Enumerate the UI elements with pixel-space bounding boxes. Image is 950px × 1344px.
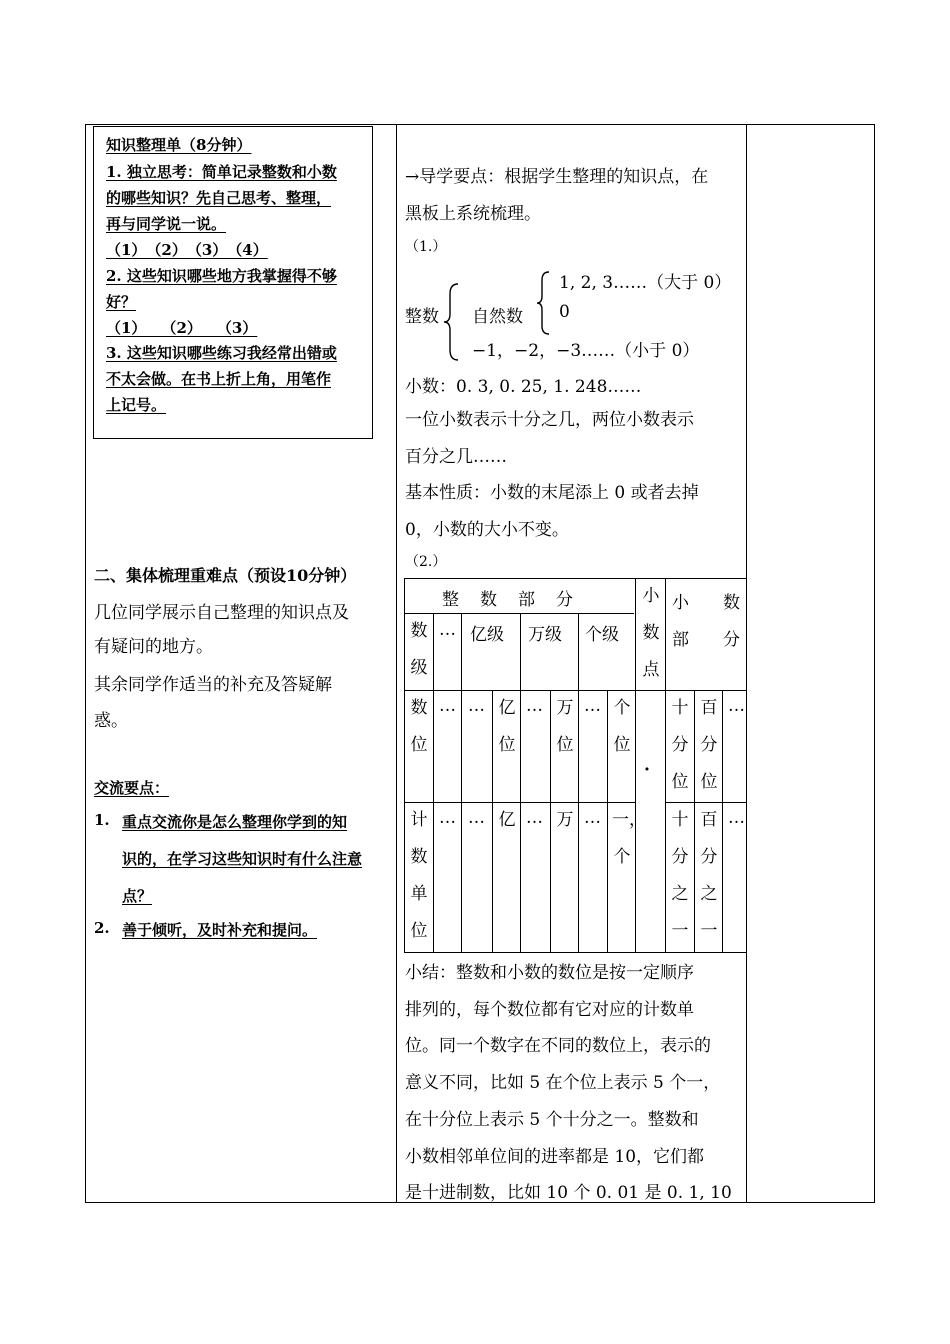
item1-line-2: 识的，在学习这些知识时有什么注意	[122, 850, 363, 868]
pt-place-wan: 万位	[556, 698, 574, 755]
pt-v8	[635, 578, 636, 952]
summary-line-3: 位。同一个数字在不同的数位上，表示的	[405, 1036, 711, 1056]
q3-line-1: 3. 这些知识哪些练习我经常出错或	[106, 344, 337, 362]
pt-v5	[550, 690, 551, 952]
pt-v2	[461, 613, 462, 952]
natural-item-zero: 0	[559, 302, 570, 322]
summary-line-1: 小结：整数和小数的数位是按一定顺序	[405, 963, 694, 983]
property-line-1: 基本性质：小数的末尾添上 0 或者去掉	[405, 483, 699, 503]
outer-table-right	[874, 124, 875, 1202]
pt-v0	[404, 578, 405, 952]
pt-line-top	[404, 578, 746, 579]
pt-v9	[665, 578, 666, 952]
pt-v10	[694, 690, 695, 952]
natural-brace-icon	[535, 270, 553, 336]
negative-integers: −1，−2，−3……（小于 0）	[472, 341, 700, 361]
pt-level-wan: 万级	[528, 625, 562, 645]
pt-line-a	[404, 613, 634, 614]
q2-line-1: 2. 这些知识哪些地方我掌握得不够	[106, 267, 337, 285]
q1-line-2: 的哪些知识？先自己思考、整理，	[106, 189, 332, 207]
pt-row-place-label: 数位	[410, 698, 428, 755]
integer-label: 整数	[405, 307, 439, 327]
q1-blanks: （1） （2） （3） （4）	[106, 241, 268, 259]
q1-line-1: 1. 独立思考：简单记录整数和小数	[106, 163, 337, 181]
pt-decimal-dot: ·	[644, 760, 650, 780]
guide-line-2: 黑板上系统梳理。	[405, 204, 541, 224]
p1-line-2: 有疑问的地方。	[94, 637, 213, 657]
summary-line-4: 意义不同，比如 5 在个位上表示 5 个一，	[405, 1073, 721, 1093]
pt-level-ellipsis: …	[439, 620, 456, 640]
outer-table-top	[85, 124, 875, 125]
pt-v7	[607, 690, 608, 952]
pt-place-ellipsis-2: …	[468, 696, 485, 716]
pt-unit-tenth: 十分之一	[671, 810, 689, 941]
pt-place-ellipsis-5: …	[728, 696, 745, 716]
summary-line-7: 是十进制数，比如 10 个 0. 01 是 0. 1, 10	[405, 1183, 732, 1203]
place-meaning-line-1: 一位小数表示十分之几，两位小数表示	[405, 410, 694, 430]
item1-number: 1.	[94, 811, 110, 829]
summary-line-5: 在十分位上表示 5 个十分之一。整数和	[405, 1110, 699, 1130]
exchange-title: 交流要点：	[94, 779, 170, 797]
decimal-examples: 小数：0. 3, 0. 25, 1. 248……	[405, 377, 642, 397]
q3-line-3: 上记号。	[106, 396, 167, 414]
pt-place-ellipsis-1: …	[439, 696, 456, 716]
outer-table-divider-2	[746, 124, 747, 1202]
p2-line-1: 其余同学作适当的补充及答疑解	[94, 675, 332, 695]
part2-label: （2.）	[405, 554, 447, 570]
pt-unit-ellipsis-1: …	[439, 808, 456, 828]
pt-unit-ellipsis-2: …	[468, 808, 485, 828]
integer-brace-icon	[442, 282, 462, 362]
pt-unit-one: 一，个	[612, 810, 646, 867]
pt-place-yi: 亿位	[498, 698, 516, 755]
section-title: 二、集体梳理重难点（预设10分钟）	[94, 566, 357, 585]
pt-row-unit-label: 计数单位	[410, 810, 428, 941]
summary-line-6: 小数相邻单位间的进率都是 10，它们都	[405, 1147, 705, 1167]
q2-line-2: 好？	[106, 293, 137, 311]
pt-place-tenths: 十分位	[671, 698, 689, 792]
item2-text: 善于倾听，及时补充和提问。	[122, 921, 318, 939]
pt-unit-ellipsis-5: …	[728, 808, 745, 828]
item1-line-3: 点？	[122, 887, 153, 905]
property-line-2: 0，小数的大小不变。	[405, 520, 569, 540]
pt-place-ellipsis-3: …	[526, 696, 543, 716]
p2-line-2: 惑。	[94, 711, 128, 731]
item1-line-1: 重点交流你是怎么整理你学到的知	[122, 813, 348, 831]
pt-level-ge: 个级	[585, 625, 619, 645]
pt-decimal-part-header: 小 数部 分	[672, 593, 740, 650]
guide-line-1: →导学要点：根据学生整理的知识点，在	[405, 167, 709, 187]
pt-unit-wan: 万	[556, 810, 574, 830]
item2-number: 2.	[94, 919, 110, 937]
outer-table-divider-1	[396, 124, 397, 1202]
pt-unit-ellipsis-4: …	[584, 808, 601, 828]
q1-line-3: 再与同学说一说。	[106, 215, 227, 233]
pt-v3	[492, 690, 493, 952]
pt-unit-yi: 亿	[498, 810, 516, 830]
pt-v6	[578, 613, 579, 952]
pt-v1	[433, 613, 434, 952]
natural-item-positive: 1, 2, 3……（大于 0）	[559, 273, 732, 293]
pt-v4	[520, 613, 521, 952]
pt-level-yi: 亿级	[470, 625, 504, 645]
pt-line-bottom	[404, 952, 746, 953]
pt-integer-part-header: 整 数 部 分	[442, 590, 575, 610]
pt-unit-ellipsis-3: …	[526, 808, 543, 828]
q3-line-2: 不太会做。在书上折上角，用笔作	[106, 370, 332, 388]
pt-place-hundredths: 百分位	[700, 698, 718, 792]
pt-place-ellipsis-4: …	[584, 696, 601, 716]
outer-table-left	[85, 124, 86, 1202]
q2-blanks: （1） （2） （3）	[106, 319, 258, 337]
knowledge-sheet-title: 知识整理单（8分钟）	[106, 136, 252, 154]
summary-line-2: 排列的，每个数位都有它对应的计数单	[405, 1000, 694, 1020]
pt-place-ge: 个位	[613, 698, 631, 755]
pt-decimal-point-header: 小数点	[642, 586, 660, 680]
part1-label: （1.）	[405, 239, 447, 255]
p1-line-1: 几位同学展示自己整理的知识点及	[94, 603, 349, 623]
pt-row-level-label: 数级	[410, 621, 428, 678]
pt-unit-hundredth: 百分之一	[700, 810, 718, 941]
place-meaning-line-2: 百分之几……	[405, 447, 507, 467]
pt-v11	[722, 690, 723, 952]
natural-number-label: 自然数	[472, 307, 523, 327]
